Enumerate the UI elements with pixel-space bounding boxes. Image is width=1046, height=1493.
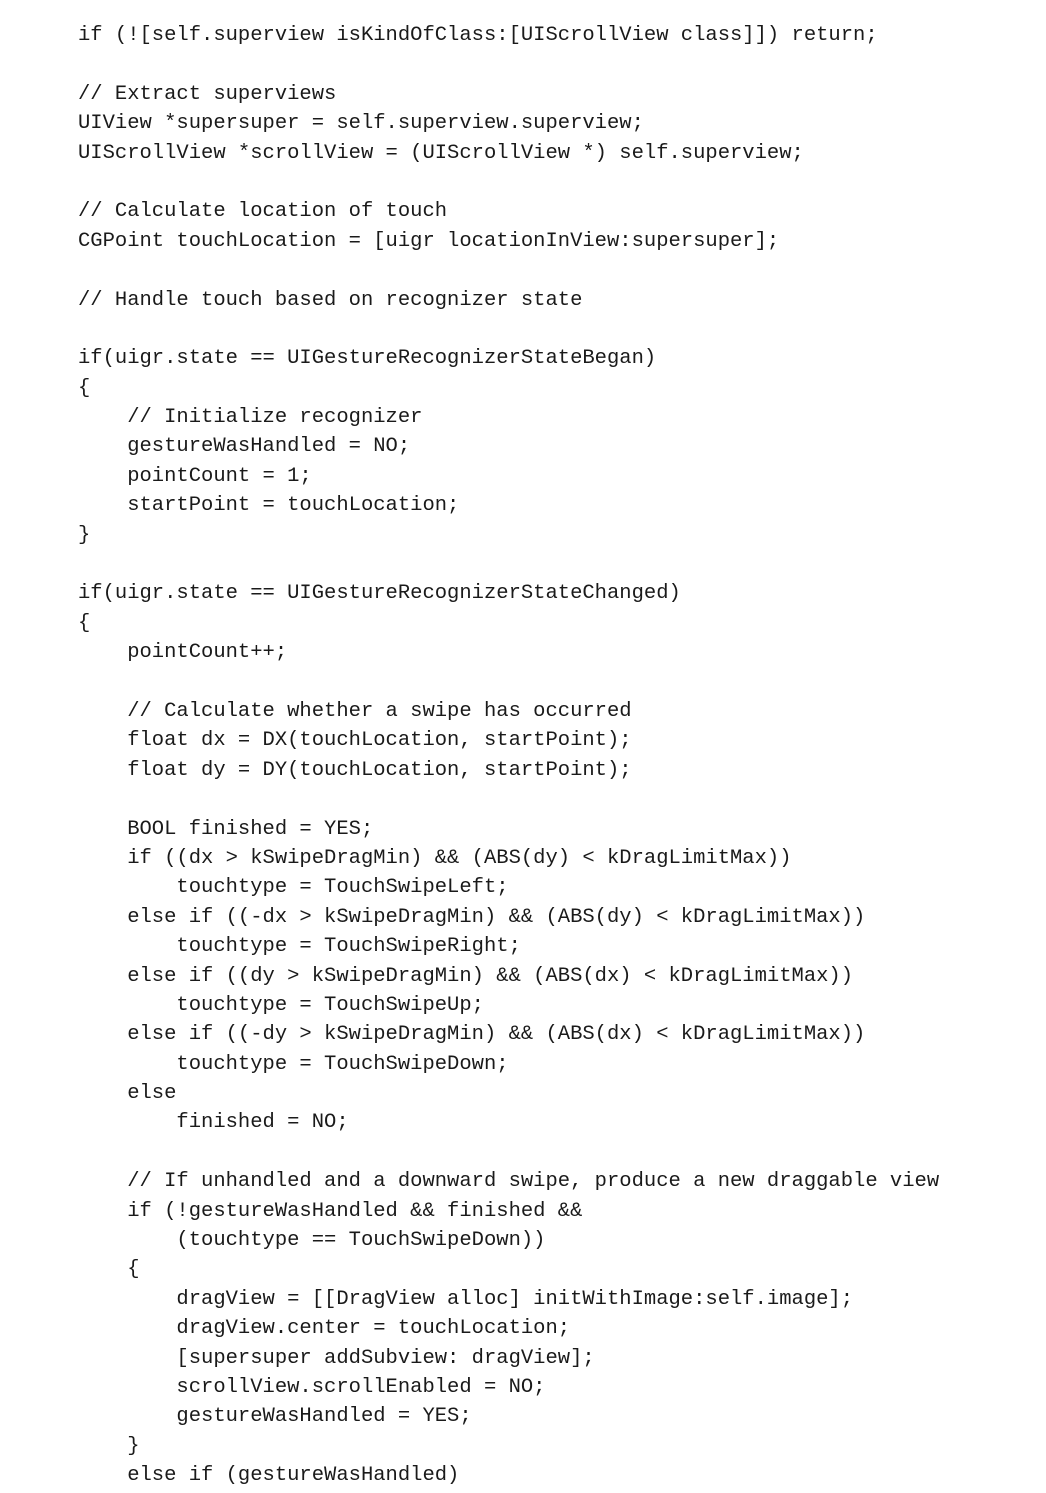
- code-line: [78, 1138, 939, 1167]
- code-line: finished = NO;: [78, 1111, 349, 1135]
- code-line: if (![self.superview isKindOfClass:[UIScrollView class]]) return;: [78, 24, 878, 47]
- code-line: }: [78, 523, 91, 547]
- code-line: UIView *supersuper = self.superview.superview;: [78, 112, 644, 136]
- code-line: dragView.center = touchLocation;: [78, 1317, 571, 1341]
- code-line: [78, 50, 939, 79]
- code-line: if(uigr.state == UIGestureRecognizerStateBegan): [78, 347, 657, 371]
- code-line: [78, 550, 939, 579]
- code-line: else if ((dy > kSwipeDragMin) && (ABS(dx) < kDragLimitMax)): [78, 964, 854, 988]
- code-line: scrollView.scrollEnabled = NO;: [78, 1375, 546, 1399]
- code-line: BOOL finished = YES;: [78, 817, 374, 841]
- code-line: touchtype = TouchSwipeRight;: [78, 935, 521, 959]
- code-line: [78, 168, 939, 197]
- code-line: [78, 256, 939, 285]
- code-line: CGPoint touchLocation = [uigr locationInView:supersuper];: [78, 229, 780, 253]
- code-line: touchtype = TouchSwipeDown;: [78, 1052, 509, 1076]
- code-line: // Extract superviews: [78, 82, 337, 106]
- code-listing: [78, 21, 939, 1491]
- code-line: // Calculate whether a swipe has occurred: [78, 699, 632, 723]
- code-line: (touchtype == TouchSwipeDown)): [78, 1229, 546, 1253]
- code-line: else if ((-dx > kSwipeDragMin) && (ABS(dy) < kDragLimitMax)): [78, 905, 866, 929]
- code-line: if (!gestureWasHandled && finished &&: [78, 1199, 583, 1223]
- code-line: [78, 668, 939, 697]
- code-line: {: [78, 611, 91, 635]
- code-line: else if (gestureWasHandled): [78, 1464, 460, 1488]
- code-line: if(uigr.state == UIGestureRecognizerStateChanged): [78, 582, 681, 606]
- code-line: else: [78, 1082, 177, 1106]
- code-line: // Calculate location of touch: [78, 200, 448, 224]
- code-line: float dx = DX(touchLocation, startPoint);: [78, 729, 632, 753]
- code-line: [78, 315, 939, 344]
- code-line: touchtype = TouchSwipeUp;: [78, 993, 484, 1017]
- code-line: // Initialize recognizer: [78, 406, 423, 430]
- code-line: UIScrollView *scrollView = (UIScrollView *) self.superview;: [78, 141, 804, 165]
- code-line: // If unhandled and a downward swipe, produce a new draggable view: [78, 1170, 940, 1194]
- code-line: if ((dx > kSwipeDragMin) && (ABS(dy) < kDragLimitMax)): [78, 846, 792, 870]
- code-line: pointCount = 1;: [78, 464, 312, 488]
- code-line: [supersuper addSubview: dragView];: [78, 1346, 595, 1370]
- code-line: {: [78, 1258, 140, 1282]
- code-line: gestureWasHandled = YES;: [78, 1405, 472, 1429]
- code-line: startPoint = touchLocation;: [78, 494, 460, 518]
- code-line: touchtype = TouchSwipeLeft;: [78, 876, 509, 900]
- code-line: else if ((-dy > kSwipeDragMin) && (ABS(dx) < kDragLimitMax)): [78, 1023, 866, 1047]
- code-line: float dy = DY(touchLocation, startPoint);: [78, 758, 632, 782]
- code-line: dragView = [[DragView alloc] initWithImage:self.image];: [78, 1287, 854, 1311]
- code-line: }: [78, 1434, 140, 1458]
- code-line: {: [78, 376, 91, 400]
- code-line: pointCount++;: [78, 641, 288, 665]
- code-line: [78, 785, 939, 814]
- code-line: gestureWasHandled = NO;: [78, 435, 411, 459]
- code-line: // Handle touch based on recognizer state: [78, 288, 583, 312]
